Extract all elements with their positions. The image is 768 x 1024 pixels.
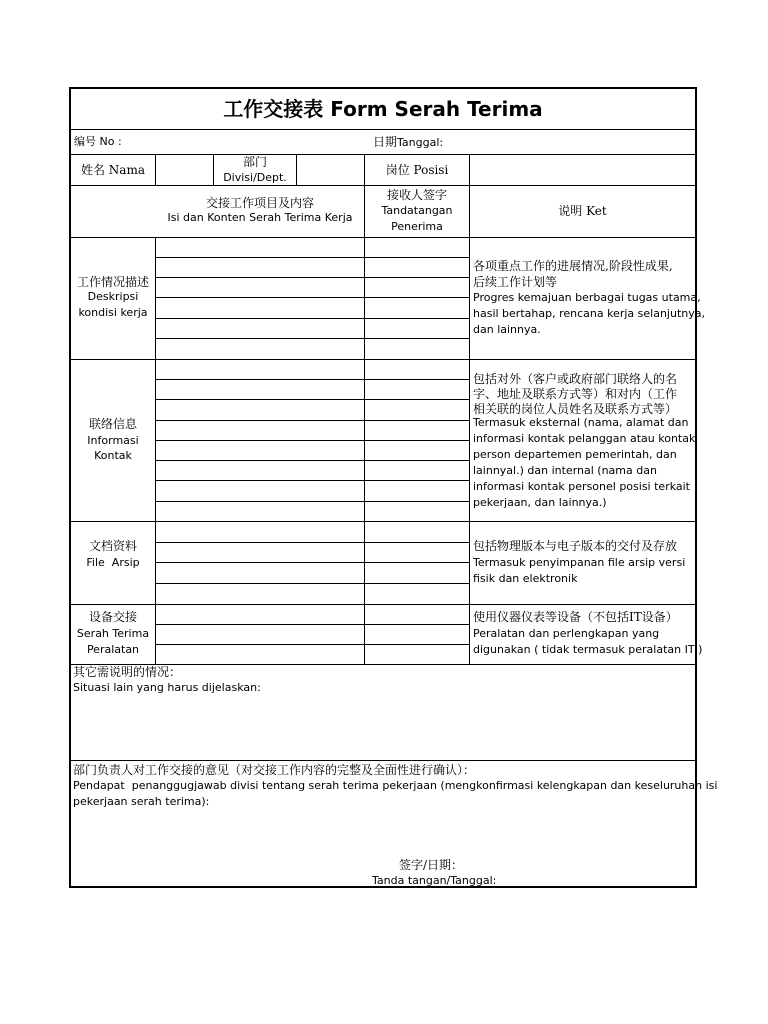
file-note-line: fisik dan elektronik [473, 572, 578, 585]
file-label-id: File Arsip [86, 556, 140, 569]
note-header: 说明 Ket [558, 204, 607, 218]
form-title-zh: 工作交接表 [223, 97, 324, 121]
no-label: 编号 No : [74, 135, 122, 148]
form-border-bottom [69, 886, 697, 888]
contact-note-line: person departemen pemerintah, dan [473, 448, 677, 461]
form-border-top [69, 87, 697, 89]
position-label: 岗位 Posisi [385, 163, 449, 177]
work-label-id2: kondisi kerja [78, 306, 148, 319]
form-border-right [695, 87, 697, 888]
contact-note-line: 包括对外（客户或政府部门联络人的名 [473, 372, 678, 386]
equipment-label-id1: Serah Terima [76, 627, 150, 640]
contact-note-line: 字、地址及联系方式等）和对内（工作 [473, 387, 678, 401]
other-label-zh: 其它需说明的情况： [73, 665, 182, 679]
work-label-id1: Deskripsi [87, 290, 139, 303]
work-note-line: 后续工作计划等 [473, 275, 558, 289]
contact-note-line: informasi kontak pelanggan atau kontak [473, 432, 696, 445]
receiver-header-id1: Tandatangan [381, 204, 453, 217]
work-note-line: Progres kemajuan berbagai tugas utama, [473, 291, 701, 304]
opinion-label-zh: 部门负责人对工作交接的意见（对交接工作内容的完整及全面性进行确认）： [73, 763, 476, 777]
equipment-note-line: digunakan ( tidak termasuk peralatan IT ) [473, 643, 703, 656]
opinion-label-id2: pekerjaan serah terima): [73, 795, 210, 808]
equipment-label-zh: 设备交接 [88, 610, 137, 624]
work-note-line: hasil bertahap, rencana kerja selanjutnya, [473, 307, 705, 320]
contact-note-line: Termasuk eksternal (nama, alamat dan [473, 416, 689, 429]
contact-note-line: informasi kontak personel posisi terkait [473, 480, 690, 493]
name-label: 姓名 Nama [80, 163, 145, 177]
work-note-line: 各项重点工作的进展情况,阶段性成果, [473, 259, 673, 273]
contact-label-zh: 联络信息 [88, 417, 137, 431]
equipment-note-line: Peralatan dan perlengkapan yang [473, 627, 660, 640]
opinion-label-id1: Pendapat penanggugjawab divisi tentang serah terima pekerjaan (mengkonfirmasi kelengkapan dan keseluruhan isi [73, 779, 718, 792]
contact-label-id2: Kontak [94, 449, 132, 462]
other-label-id: Situasi lain yang harus dijelaskan: [73, 681, 261, 694]
equipment-note-line: 使用仪器仪表等设备（不包括IT设备） [473, 610, 678, 624]
file-note-line: Termasuk penyimpanan file arsip versi [473, 556, 686, 569]
receiver-header-id2: Penerima [391, 220, 443, 233]
work-label-zh: 工作情况描述 [76, 275, 149, 289]
file-label-zh: 文档资料 [88, 539, 137, 553]
contact-note-line: lainnyal.) dan internal (nama dan [473, 464, 657, 477]
form-border-left [69, 87, 71, 888]
work-note-line: dan lainnya. [473, 323, 541, 336]
dept-label-zh: 部门 [242, 155, 267, 169]
contact-label-id1: Informasi [87, 434, 139, 447]
items-header-id: Isi dan Konten Serah Terima Kerja [167, 211, 353, 224]
form-title [71, 96, 695, 122]
contact-note-line: pekerjaan, dan lainnya.) [473, 496, 607, 509]
signature-label-zh: 签字/日期： [399, 858, 464, 872]
dept-label-id: Divisi/Dept. [223, 171, 287, 184]
signature-label-id: Tanda tangan/Tanggal: [372, 874, 497, 886]
form-title-id: Form Serah Terima [330, 97, 543, 121]
date-label: 日期Tanggal: [373, 135, 444, 149]
receiver-header-zh: 接收人签字 [386, 188, 447, 202]
contact-note-line: 相关联的岗位人员姓名及联系方式等） [473, 402, 678, 416]
items-header-zh: 交接工作项目及内容 [205, 196, 314, 210]
file-note-line: 包括物理版本与电子版本的交付及存放 [473, 539, 678, 553]
equipment-label-id2: Peralatan [86, 643, 140, 656]
